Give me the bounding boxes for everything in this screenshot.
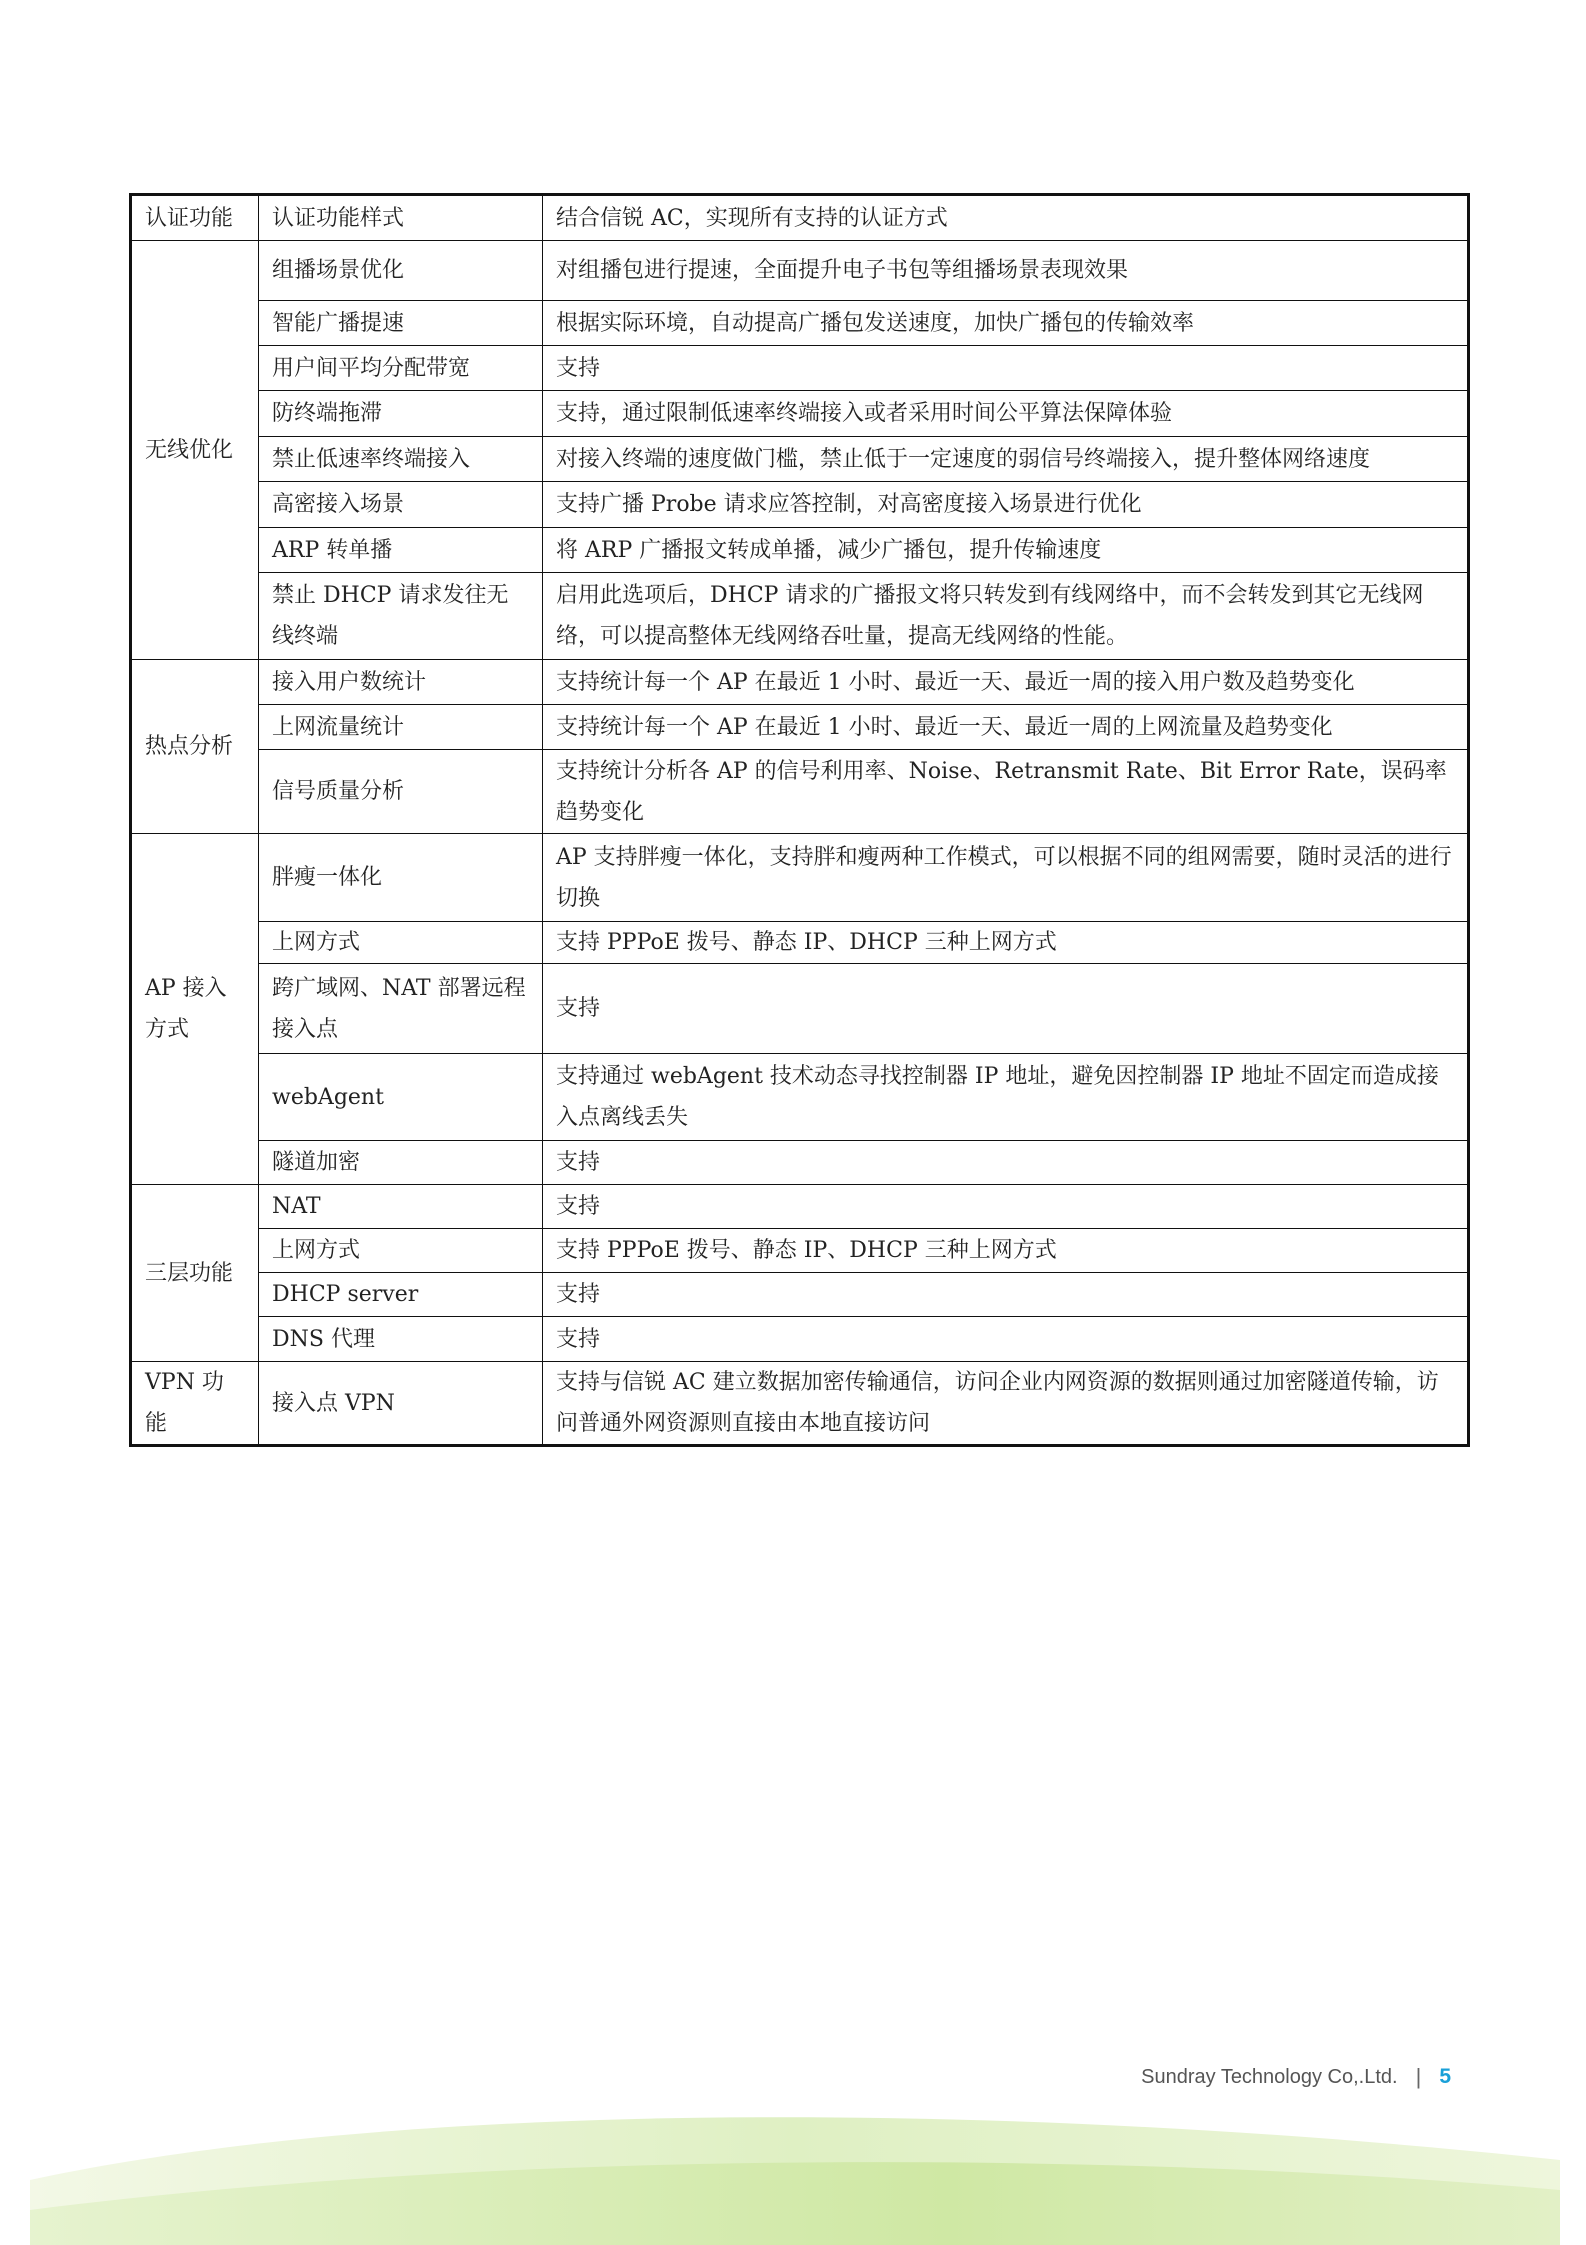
desc-cell: AP 支持胖瘦一体化，支持胖和瘦两种工作模式，可以根据不同的组网需要，随时灵活的进行切换 [543,834,1469,922]
item-cell: 禁止 DHCP 请求发往无线终端 [259,573,543,660]
item-cell: 接入点 VPN [259,1362,543,1446]
item-cell: ARP 转单播 [259,528,543,573]
table-row [131,1317,1469,1362]
desc-cell: 支持通过 webAgent 技术动态寻找控制器 IP 地址，避免因控制器 IP 地址不固定而造成接入点离线丢失 [543,1054,1469,1141]
desc-cell: 支持 [543,346,1469,391]
item-cell: 智能广播提速 [259,301,543,346]
category-cell: 热点分析 [131,660,259,834]
table-row [131,1362,1469,1446]
table-row [131,1229,1469,1273]
item-cell: NAT [259,1185,543,1229]
item-cell: 接入用户数统计 [259,660,543,705]
table-row [131,705,1469,750]
desc-cell: 支持与信锐 AC 建立数据加密传输通信，访问企业内网资源的数据则通过加密隧道传输，访问普通外网资源则直接由本地直接访问 [543,1362,1469,1446]
item-cell: 认证功能样式 [259,195,543,241]
desc-cell: 支持 PPPoE 拨号、静态 IP、DHCP 三种上网方式 [543,1229,1469,1273]
category-cell: AP 接入方式 [131,834,259,1185]
page-number: 5 [1439,2065,1451,2088]
table-row [131,1185,1469,1229]
table-row [131,964,1469,1054]
desc-cell: 支持 [543,1317,1469,1362]
table-row [131,750,1469,834]
table-row [131,922,1469,964]
item-cell: 上网方式 [259,922,543,964]
desc-cell: 支持 PPPoE 拨号、静态 IP、DHCP 三种上网方式 [543,922,1469,964]
item-cell: 胖瘦一体化 [259,834,543,922]
table-row [131,834,1469,922]
desc-cell: 根据实际环境，自动提高广播包发送速度，加快广播包的传输效率 [543,301,1469,346]
item-cell: 组播场景优化 [259,241,543,301]
item-cell: 隧道加密 [259,1141,543,1185]
category-cell: VPN 功能 [131,1362,259,1446]
category-cell: 认证功能 [131,195,259,241]
table-row [131,573,1469,660]
desc-cell: 支持统计每一个 AP 在最近 1 小时、最近一天、最近一周的上网流量及趋势变化 [543,705,1469,750]
desc-cell: 支持 [543,1185,1469,1229]
item-cell: 上网流量统计 [259,705,543,750]
desc-cell: 支持广播 Probe 请求应答控制，对高密度接入场景进行优化 [543,482,1469,528]
desc-cell: 支持 [543,1141,1469,1185]
desc-cell: 将 ARP 广播报文转成单播，减少广播包，提升传输速度 [543,528,1469,573]
desc-cell: 启用此选项后，DHCP 请求的广播报文将只转发到有线网络中，而不会转发到其它无线网络，可以提高整体无线网络吞吐量，提高无线网络的性能。 [543,573,1469,660]
item-cell: 跨广域网、NAT 部署远程接入点 [259,964,543,1054]
desc-cell: 对组播包进行提速，全面提升电子书包等组播场景表现效果 [543,241,1469,301]
item-cell: DHCP server [259,1273,543,1317]
spec-table [129,193,1470,1447]
item-cell: 用户间平均分配带宽 [259,346,543,391]
table-row [131,660,1469,705]
table-row [131,1273,1469,1317]
table-row [131,482,1469,528]
desc-cell: 支持 [543,964,1469,1054]
item-cell: 高密接入场景 [259,482,543,528]
item-cell: 信号质量分析 [259,750,543,834]
desc-cell: 支持统计每一个 AP 在最近 1 小时、最近一天、最近一周的接入用户数及趋势变化 [543,660,1469,705]
table-row [131,241,1469,301]
table-row [131,1054,1469,1141]
item-cell: 禁止低速率终端接入 [259,437,543,482]
category-cell: 无线优化 [131,241,259,660]
table-row [131,528,1469,573]
footer-wave-decoration [0,2070,1586,2245]
desc-cell: 支持，通过限制低速率终端接入或者采用时间公平算法保障体验 [543,391,1469,437]
table-row [131,391,1469,437]
desc-cell: 支持统计分析各 AP 的信号利用率、Noise、Retransmit Rate、Bit Error Rate，误码率趋势变化 [543,750,1469,834]
company-name: Sundray Technology Co,.Ltd. [1141,2065,1398,2088]
table-row [131,1141,1469,1185]
category-cell: 三层功能 [131,1185,259,1362]
table-row [131,195,1469,241]
item-cell: 防终端拖滞 [259,391,543,437]
table-row [131,301,1469,346]
table-row [131,437,1469,482]
desc-cell: 支持 [543,1273,1469,1317]
footer-separator: | [1415,2064,1422,2089]
desc-cell: 结合信锐 AC，实现所有支持的认证方式 [543,195,1469,241]
desc-cell: 对接入终端的速度做门槛，禁止低于一定速度的弱信号终端接入，提升整体网络速度 [543,437,1469,482]
item-cell: 上网方式 [259,1229,543,1273]
item-cell: DNS 代理 [259,1317,543,1362]
item-cell: webAgent [259,1054,543,1141]
table-row [131,346,1469,391]
